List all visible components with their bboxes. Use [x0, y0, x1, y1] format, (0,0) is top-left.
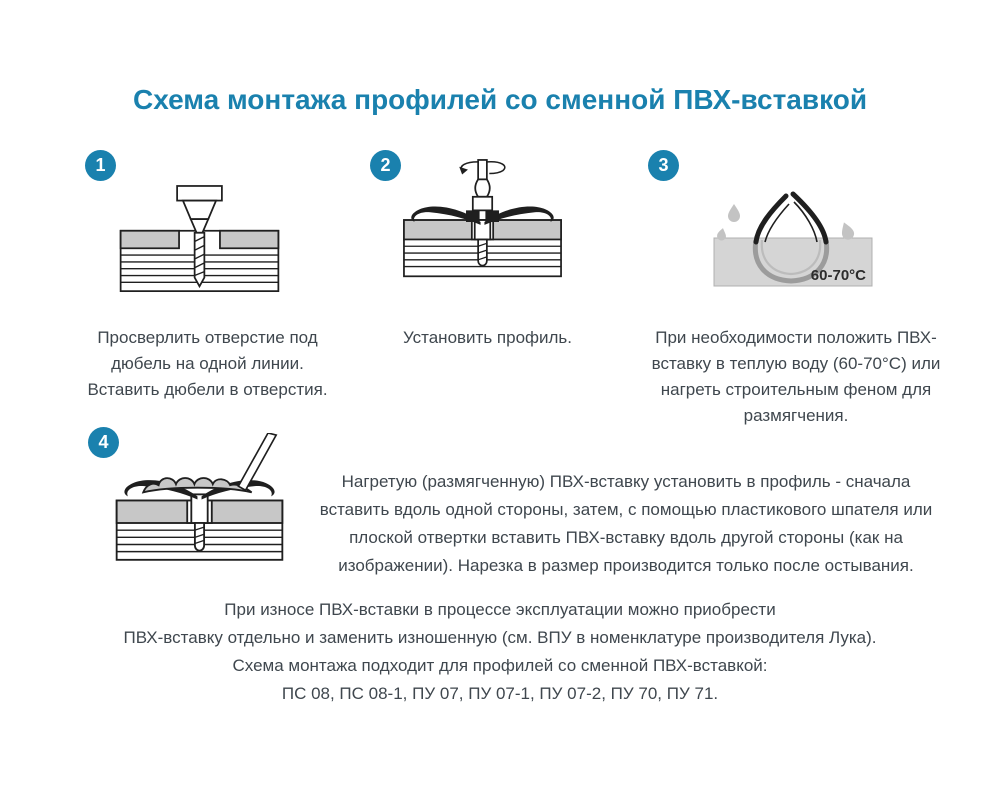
drill-into-floor-illustration [107, 182, 292, 299]
step-caption-1: Просверлить отверстие под дюбель на одной линии. Вставить дюбели в отверстия. [87, 328, 328, 399]
footer-line-3: Схема монтажа подходит для профилей со сменной ПВХ-вставкой: [232, 656, 768, 675]
water-temperature-label: 60-70°C [810, 267, 866, 284]
page-title: Схема монтажа профилей со сменной ПВХ-вставкой [132, 84, 868, 115]
step-number-badge-3: 3 [648, 150, 679, 181]
screwdriver-fixing-profile-illustration [390, 158, 575, 286]
step-caption-4: Нагретую (размягченную) ПВХ-вставку установить в профиль - сначала вставить вдоль одной стороны, затем, с помощью пластикового шпателя или плоской отвертки вставить ПВХ-вставку вдоль другой стороны (как на изображении). Нарезка в размер производится только после остывания. [319, 472, 933, 575]
step-caption-2: Установить профиль. [402, 328, 573, 347]
footer-line-4: ПС 08, ПС 08-1, ПУ 07, ПУ 07-1, ПУ 07-2, ПУ 70, ПУ 71. [281, 684, 719, 703]
footer-line-1: При износе ПВХ-вставки в процессе эксплуатации можно приобрести [224, 600, 776, 619]
footer-note [0, 596, 1000, 708]
step-caption-3: При необходимости положить ПВХ-вставку в теплую воду (60-70°С) или нагреть строительным феном для размягчения. [651, 328, 941, 425]
footer-line-2: ПВХ-вставку отдельно и заменить изношенную (см. ВПУ в номенклатуре производителя Лука). [123, 628, 877, 647]
step-number-badge-2: 2 [370, 150, 401, 181]
step-number-badge-1: 1 [85, 150, 116, 181]
water-droplets-icon [716, 204, 856, 241]
step-number-badge-4: 4 [88, 427, 119, 458]
pvc-insert-warm-water-illustration [694, 188, 894, 300]
insert-installation-illustration [102, 433, 297, 568]
